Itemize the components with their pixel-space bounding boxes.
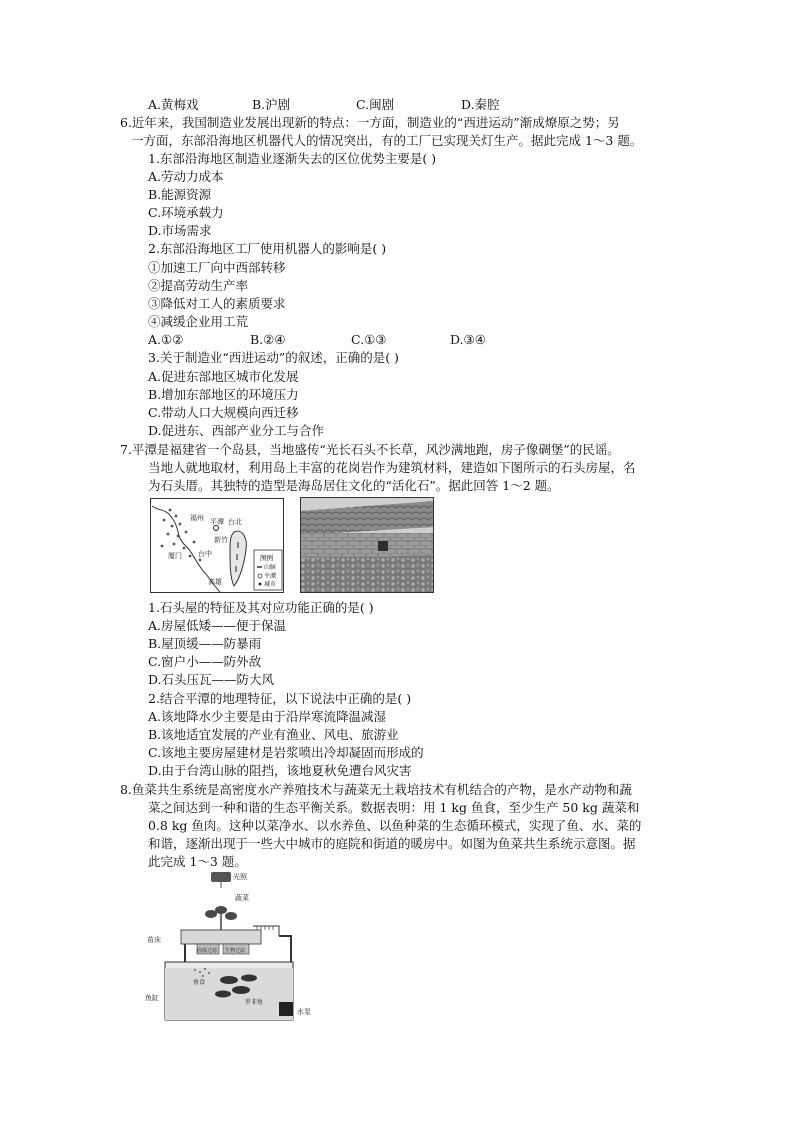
- q6-sub2-option-d: D.③④: [450, 332, 486, 347]
- q6-stem-line-1: 6.近年来，我国制造业发展出现新的特点：一方面，制造业的“西进运动”渐成燎原之势；另: [120, 115, 620, 130]
- q8-stem-line-5: 此完成 1～3 题。: [148, 854, 247, 869]
- stone-house-photo: [300, 497, 434, 593]
- q6-sub2-item-1: ①加速工厂向中西部转移: [148, 260, 286, 275]
- q6-sub2-option-b: B.②④: [250, 332, 286, 347]
- q7-sub2-option-b: B.该地适宜发展的产业有渔业、风电、旅游业: [148, 727, 399, 742]
- q6-sub3-option-a: A.促进东部地区城市化发展: [148, 369, 299, 384]
- q7-stem-line-3: 为石头厝。其独特的造型是海岛居住文化的“活化石”。据此回答 1～2 题。: [148, 478, 560, 493]
- label-pump: 水泵: [297, 1008, 311, 1016]
- q6-sub2-item-2: ②提高劳动生产率: [148, 278, 249, 293]
- pingtan-location-map: [150, 498, 284, 593]
- legend-pingtan: 平潭: [264, 573, 277, 580]
- label-seedling-bed: 苗床: [147, 936, 161, 944]
- q7-sub1-option-b: B.屋顶缓——防暴雨: [148, 636, 262, 651]
- legend-title: 图例: [260, 554, 273, 562]
- small-window: [378, 541, 388, 551]
- q6-sub1-option-d: D.市场需求: [148, 223, 212, 238]
- q7-sub2-option-d: D.由于台湾山脉的阻挡，该地夏秋免遭台风灾害: [148, 763, 412, 778]
- q6-sub2-option-c: C.①③: [351, 332, 387, 347]
- q6-sub2-item-4: ④减缓企业用工荒: [148, 314, 249, 329]
- q6-sub3-option-c: C.带动人口大规模向西迁移: [148, 405, 299, 420]
- q5-option-b: B.沪剧: [252, 97, 291, 112]
- label-fish-feed: 鱼食: [193, 979, 206, 986]
- label-xinzhu: 新竹: [214, 536, 228, 544]
- q7-stem-line-2: 当地人就地取材，利用岛上丰富的花岗岩作为建筑材料，建造如下图所示的石头房屋，名: [148, 460, 636, 475]
- label-pingtan: 平潭: [210, 518, 224, 526]
- q7-sub1-option-c: C.窗户小——防外敌: [148, 654, 262, 669]
- q7-sub2-option-a: A.该地降水少主要是由于沿岸寒流降温减湿: [148, 709, 387, 724]
- label-solid-filter: 固体过滤: [197, 948, 218, 954]
- q6-sub3-option-d: D.促进东、西部产业分工与合作: [148, 423, 325, 438]
- q7-sub2-question: 2.结合平潭的地理特征，以下说法中正确的是( ): [148, 691, 412, 706]
- q6-sub3-question: 3.关于制造业“西进运动”的叙述，正确的是( ): [148, 350, 399, 365]
- q7-stem-line-1: 7.平潭是福建省一个岛县，当地盛传“光长石头不长草，风沙满地跑，房子像碉堡”的民谣。: [120, 442, 620, 457]
- label-tilapia: 罗非鱼: [245, 999, 264, 1006]
- q6-sub1-option-c: C.环境承载力: [148, 205, 224, 220]
- front-roof: [300, 555, 434, 593]
- q5-option-d: D.秦腔: [461, 97, 500, 112]
- legend-mountain: 山脉: [264, 564, 277, 571]
- label-fuzhou: 福州: [190, 514, 204, 522]
- q5-option-a: A.黄梅戏: [148, 97, 199, 112]
- q6-sub2-option-a: A.①②: [148, 332, 184, 347]
- q7-sub1-question: 1.石头屋的特征及其对应功能正确的是( ): [148, 600, 374, 615]
- q8-stem-line-3: 0.8 kg 鱼肉。这种以菜净水、以水养鱼、以鱼种菜的生态循环模式，实现了鱼、水、菜的: [148, 818, 642, 833]
- q7-sub1-option-a: A.房屋低矮——便于保温: [148, 618, 287, 633]
- q5-option-c: C.闽剧: [356, 97, 395, 112]
- water-pump: [279, 1002, 293, 1016]
- aquaponics-diagram: [145, 870, 320, 1025]
- legend-city: 城市: [264, 581, 277, 588]
- label-taipei: 台北: [228, 518, 242, 526]
- q8-stem-line-1: 8.鱼菜共生系统是高密度水产养殖技术与蔬菜无土栽培技术有机结合的产物，是水产动物和蔬: [120, 782, 632, 797]
- q7-sub1-option-d: D.石头压瓦——防大风: [148, 672, 275, 687]
- q6-sub1-option-a: A.劳动力成本: [148, 169, 224, 184]
- seedling-bed: [181, 930, 261, 944]
- q6-sub3-option-b: B.增加东部地区的环境压力: [148, 387, 299, 402]
- label-light: 光照: [233, 873, 247, 881]
- q6-sub1-option-b: B.能源资源: [148, 187, 212, 202]
- q7-sub2-option-c: C.该地主要房屋建材是岩浆喷出冷却凝固而形成的: [148, 745, 424, 760]
- label-gaoxiong: 高雄: [208, 578, 222, 586]
- label-vegetable: 蔬菜: [235, 894, 249, 902]
- q6-stem-line-2: 一方面，东部沿海地区机器代人的情况突出，有的工厂已实现关灯生产。据此完成 1～3 题。: [131, 133, 643, 148]
- vegetable-plants: [205, 906, 237, 932]
- label-taizhong: 台中: [198, 550, 212, 558]
- label-fish-tank: 鱼缸: [145, 994, 159, 1002]
- q6-sub2-question: 2.东部沿海地区工厂使用机器人的影响是( ): [148, 241, 387, 256]
- q6-sub2-item-3: ③降低对工人的素质要求: [148, 296, 286, 311]
- map-legend: [254, 550, 282, 590]
- q8-stem-line-4: 和谐，逐渐出现于一些大中城市的庭院和街道的暖房中。如图为鱼菜共生系统示意图。据: [148, 836, 636, 851]
- label-xiamen: 厦门: [168, 552, 182, 560]
- q6-sub1-question: 1.东部沿海地区制造业逐渐失去的区位优势主要是( ): [148, 151, 437, 166]
- label-bio-filter: 生物过滤: [225, 948, 246, 954]
- q8-stem-line-2: 菜之间达到一种和谐的生态平衡关系。数据表明：用 1 kg 鱼食，至少生产 50 kg 蔬菜和: [148, 800, 640, 815]
- grow-light: [211, 872, 231, 882]
